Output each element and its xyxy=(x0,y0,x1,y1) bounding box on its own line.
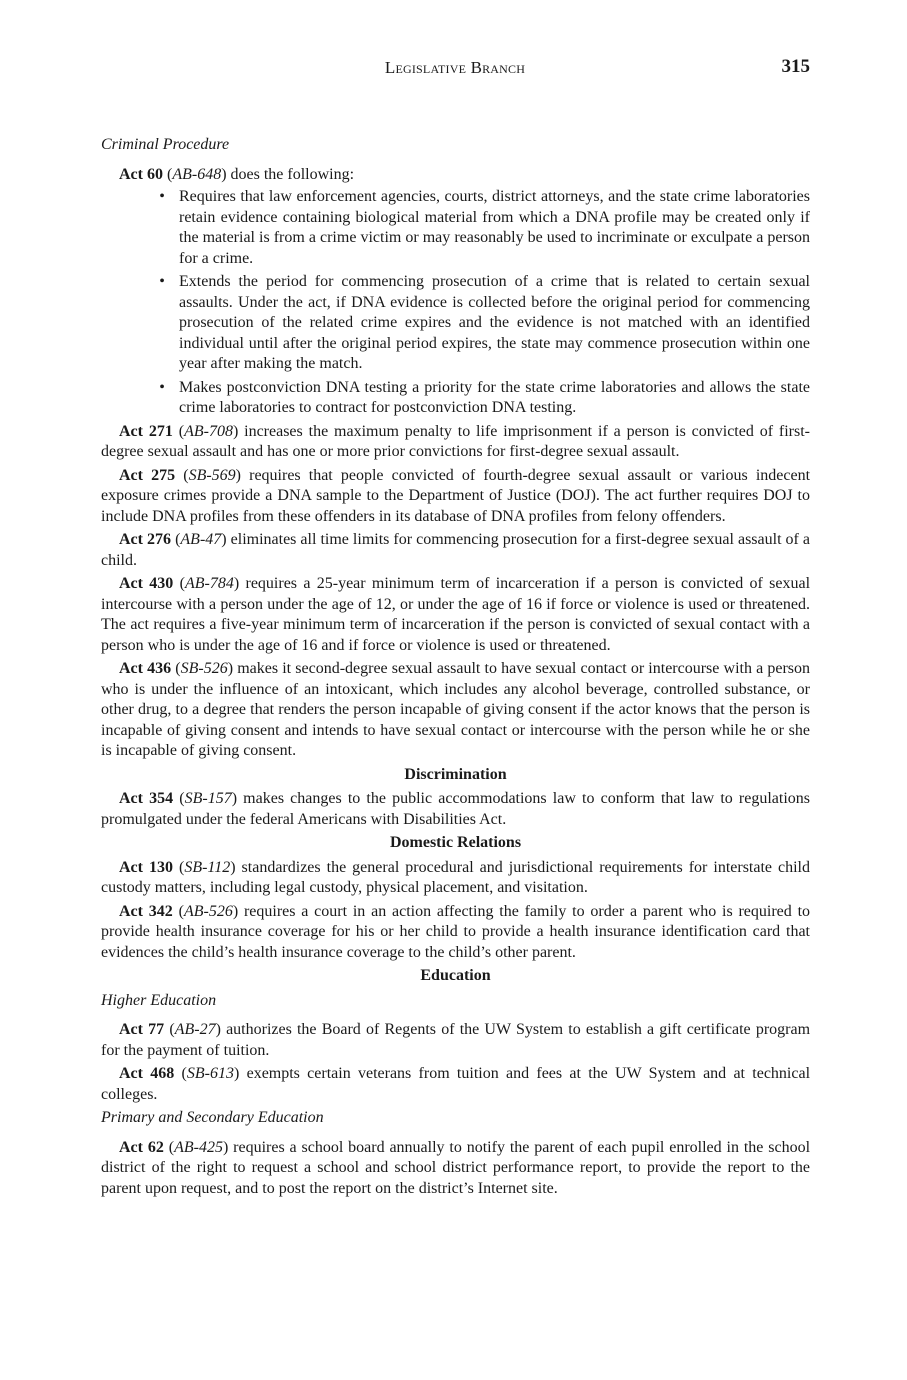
act-name: Act 60 xyxy=(119,165,163,183)
bullet-item xyxy=(159,272,810,375)
subhead-higher-education: Higher Education xyxy=(101,991,217,1009)
act-text: eliminates all time limits for commencing prosecution for a first-degree sexual assault of a child. xyxy=(101,531,811,569)
bill-number: AB-708 xyxy=(184,422,233,440)
page-number: 315 xyxy=(781,56,810,77)
act-text: requires a court in an action affecting the family to order a parent who is required to provide health insurance coverage for his or her child to provide a health insurance identification card that evidences the child’s health insurance coverage to the child’s other parent. xyxy=(101,902,811,961)
act-paragraph: Act 468 (SB-613) exempts certain veterans from tuition and fees at the UW System and at technical colleges. xyxy=(101,1065,811,1103)
bill-number: AB-648 xyxy=(172,165,222,183)
act-name: Act 130 xyxy=(119,858,173,876)
section-title-domestic-relations: Domestic Relations xyxy=(389,834,522,851)
act-text: exempts certain veterans from tuition and fees at the UW System and at technical colleges. xyxy=(101,1065,811,1103)
act-name: Act 275 xyxy=(119,466,176,484)
bullet-icon: • xyxy=(159,378,165,396)
act-name: Act 436 xyxy=(119,660,172,677)
bullet-text: Requires that law enforcement agencies, courts, district attorneys, and the state crime laboratories retain evidence containing biological material from which a DNA profile may be created only if the material is from a crime victim or may reasonably be used to incriminate or exculpate a person for a crime. xyxy=(179,188,810,267)
act-text: makes it second-degree sexual assault to have sexual contact or intercourse with a person who is under the influence of an intoxicant, which includes any alcohol beverage, controlled substance, or other drug, to a degree that renders the person incapable of giving consent if the actor knows that the person is incapable of giving consent and intends to have sexual contact or intercourse with the person while he or she is incapable of giving consent. xyxy=(101,660,811,759)
act-paragraph: Act 430 (AB-784) requires a 25-year minimum term of incarceration if a person is convicted of sexual intercourse with a person under the age of 12, or under the age of 16 if force or violence is used or threatened. The act requires a five-year minimum term of incarceration if the person is convicted of sexual contact with a person who is under the age of 16 and if force or violence is used or threatened. xyxy=(101,575,811,654)
act-paragraph: Act 60 (AB-648) does the following: xyxy=(119,165,355,183)
act-name: Act 468 xyxy=(119,1065,175,1082)
page-header xyxy=(100,56,810,82)
act-name: Act 430 xyxy=(119,575,174,592)
bullet-icon: • xyxy=(159,273,165,290)
act-paragraph: Act 271 (AB-708) increases the maximum penalty to life imprisonment if a person is convicted of first-degree sexual assault and has one or more prior convictions for first-degree sexual assault. xyxy=(101,422,811,460)
act-name: Act 271 xyxy=(119,422,173,440)
bill-number: SB-613 xyxy=(186,1065,234,1082)
act-text: standardizes the general procedural and jurisdictional requirements for interstate child custody matters, including legal custody, physical placement, and visitation. xyxy=(101,858,811,896)
section-title-education: Education xyxy=(420,967,491,984)
act-paragraph: Act 354 (SB-157) makes changes to the public accommodations law to conform that law to regulations promulgated under the federal Americans with Disabilities Act. xyxy=(101,790,811,828)
bullet-text: Makes postconviction DNA testing a priority for the state crime laboratories and allows the state crime laboratories to contract for postconviction DNA testing. xyxy=(179,378,810,416)
bill-number: AB-526 xyxy=(183,902,233,920)
page-content xyxy=(101,135,810,1202)
act-text: requires a 25-year minimum term of incarceration if a person is convicted of sexual intercourse with a person under the age of 12, or under the age of 16 if force or violence is used or threatened. The act requires a five-year minimum term of incarceration if the person is convicted of sexual contact with a person who is under the age of 16 and if force or violence is used or threatened. xyxy=(101,575,811,654)
bill-number: SB-157 xyxy=(184,790,232,807)
section-title-discrimination: Discrimination xyxy=(404,765,507,783)
act-paragraph: Act 342 (AB-526) requires a court in an action affecting the family to order a parent who is required to provide health insurance coverage for his or her child to provide a health insurance identification card that evidences the child’s health insurance coverage to the child’s other parent. xyxy=(101,902,811,961)
act-text: makes changes to the public accommodations law to conform that law to regulations promulgated under the federal Americans with Disabilities Act. xyxy=(101,790,811,828)
act-paragraph: Act 130 (SB-112) standardizes the general procedural and jurisdictional requirements for interstate child custody matters, including legal custody, physical placement, and visitation. xyxy=(101,858,811,896)
bullet-item xyxy=(159,378,810,419)
act-name: Act 276 xyxy=(119,531,172,548)
running-head: Legislative Branch xyxy=(384,58,526,77)
act-paragraph: Act 77 (AB-27) authorizes the Board of Regents of the UW System to establish a gift certificate program for the payment of tuition. xyxy=(101,1021,811,1059)
act-text: authorizes the Board of Regents of the UW System to establish a gift certificate program for the payment of tuition. xyxy=(101,1021,811,1059)
act-paragraph: Act 62 (AB-425) requires a school board annually to notify the parent of each pupil enrolled in the school district of the right to request a school and school district performance report, to provide the report to the parent upon request, and to post the report on the district’s Internet site. xyxy=(101,1138,811,1197)
act-text: increases the maximum penalty to life imprisonment if a person is convicted of first-degree sexual assault and has one or more prior convictions for first-degree sexual assault. xyxy=(101,422,811,460)
bullet-icon: • xyxy=(159,188,165,205)
subhead-primary-secondary-education: Primary and Secondary Education xyxy=(101,1109,324,1126)
act-paragraph: Act 276 (AB-47) eliminates all time limits for commencing prosecution for a first-degree sexual assault of a child. xyxy=(101,531,811,569)
act-text: requires that people convicted of fourth-degree sexual assault or various indecent exposure crimes provide a DNA sample to the Department of Justice (DOJ). The act further requires DOJ to include DNA profiles from these offenders in its database of DNA profiles from felony offenders. xyxy=(101,466,811,525)
act-60-bullet-list xyxy=(101,187,810,419)
bullet-item xyxy=(159,187,810,269)
bill-number: AB-784 xyxy=(184,575,234,592)
bill-number: SB-526 xyxy=(180,660,228,677)
act-paragraph: Act 275 (SB-569) requires that people convicted of fourth-degree sexual assault or various indecent exposure crimes provide a DNA sample to the Department of Justice (DOJ). The act further requires DOJ to include DNA profiles from these offenders in its database of DNA profiles from felony offenders. xyxy=(101,466,811,525)
bullet-text: Extends the period for commencing prosecution of a crime that is related to certain sexual assaults. Under the act, if DNA evidence is collected before the original period for commencing prosecution of the related crime expires and the evidence is not matched with an identified individual until after the original period expires, the state may commence prosecution within one year after making the match. xyxy=(179,273,810,372)
act-paragraph: Act 436 (SB-526) makes it second-degree sexual assault to have sexual contact or intercourse with a person who is under the influence of an intoxicant, which includes any alcohol beverage, controlled substance, or other drug, to a degree that renders the person incapable of giving consent if the actor knows that the person is incapable of giving consent and intends to have sexual contact or intercourse with the person while he or she is incapable of giving consent. xyxy=(101,660,811,759)
bill-number: AB-27 xyxy=(174,1021,216,1038)
bill-number: SB-112 xyxy=(184,858,231,876)
act-text: requires a school board annually to notify the parent of each pupil enrolled in the school district of the right to request a school and school district performance report, to provide the report to the parent upon request, and to post the report on the district’s Internet site. xyxy=(101,1138,811,1197)
bill-number: SB-569 xyxy=(188,466,236,484)
act-name: Act 342 xyxy=(119,902,173,920)
act-name: Act 354 xyxy=(119,790,174,807)
act-text: does the following: xyxy=(226,165,355,183)
act-name: Act 77 xyxy=(119,1021,165,1038)
act-name: Act 62 xyxy=(119,1138,164,1156)
bill-number: AB-47 xyxy=(180,531,222,548)
subhead-criminal-procedure: Criminal Procedure xyxy=(101,136,230,153)
bill-number: AB-425 xyxy=(174,1138,223,1156)
